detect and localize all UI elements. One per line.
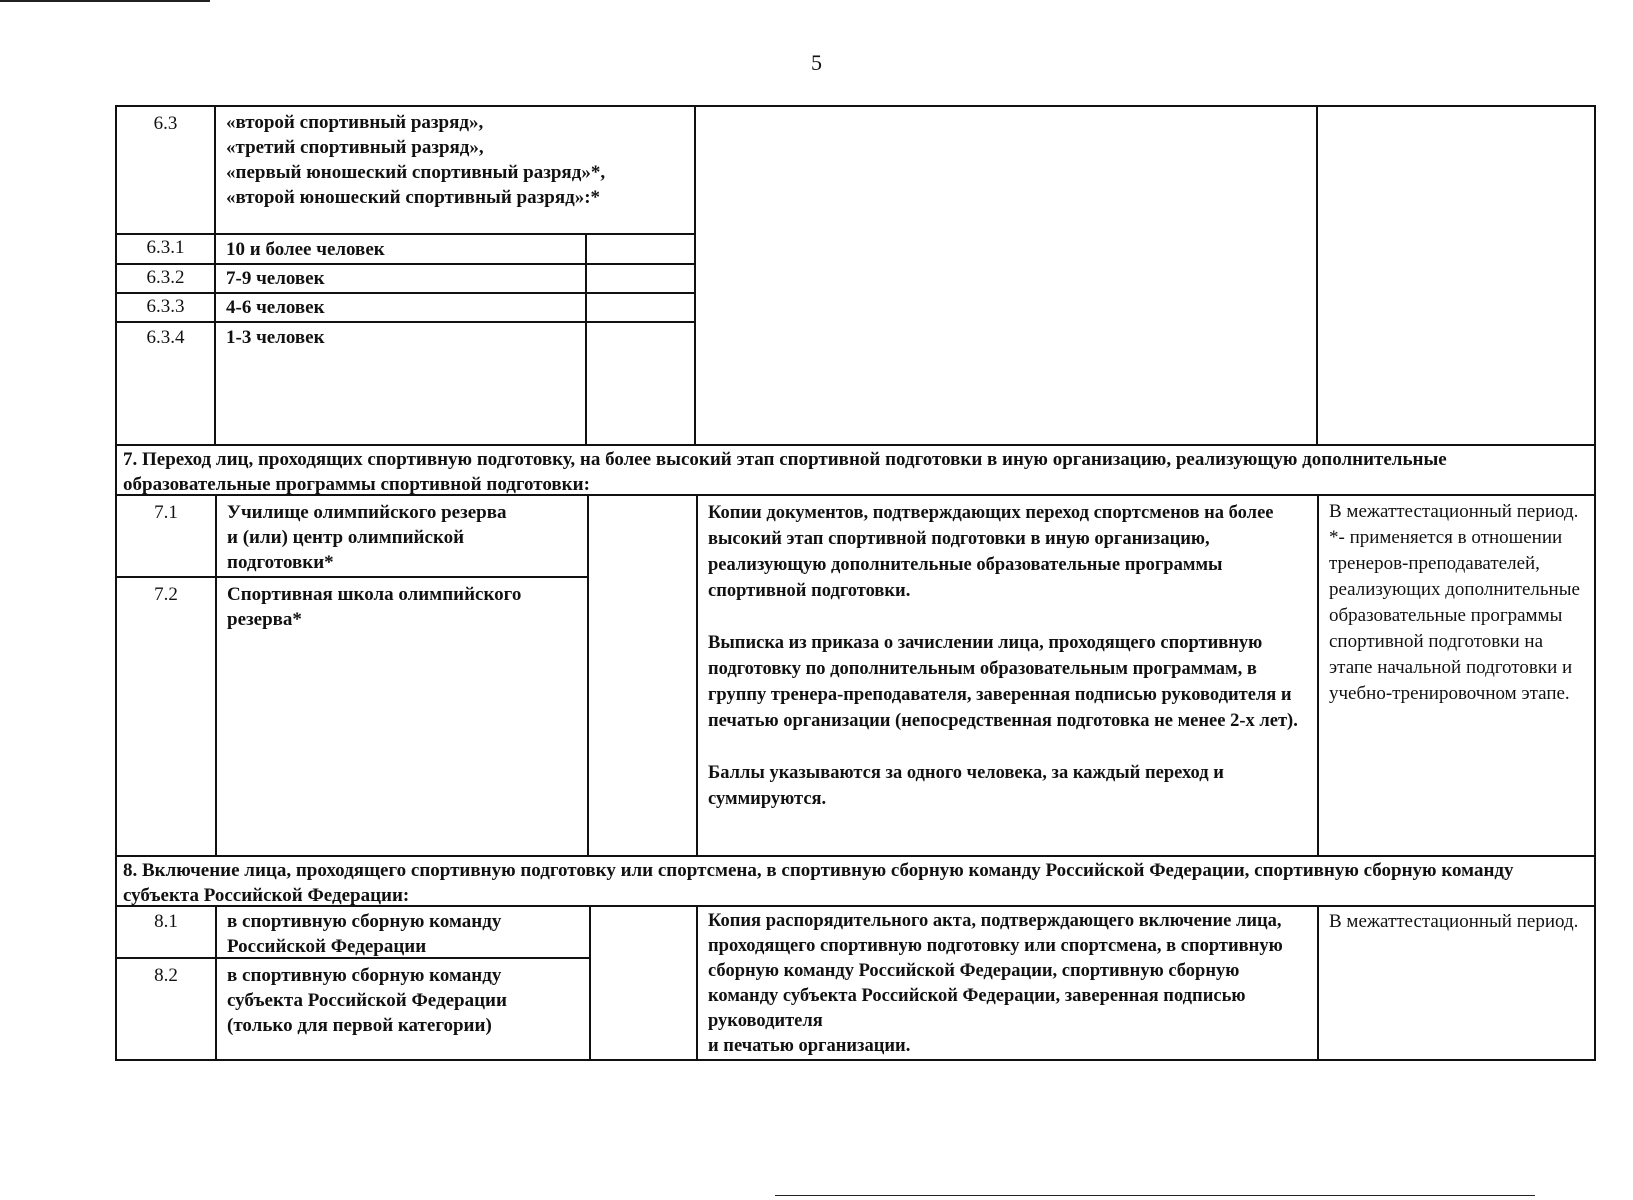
subrow-label: 4-6 человек xyxy=(214,292,587,323)
row-label: в спортивную сборную команду Российской Федерации xyxy=(215,905,591,959)
documents-cell-empty xyxy=(694,105,1318,446)
row-number: 7.1 xyxy=(115,494,217,578)
documents-cell: Копии документов, подтверждающих переход спортсменов на более высокий этап спортивной подготовки в иную организацию, реализующую дополнительные образовательные программы спортивной подготовки. Выписка из приказа о зачислении лица, проходящего спортивную подготовку по дополнительным образовательным программам, в группу тренера-преподавателя, заверенная подписью руководителя и печатью организации (непосредственная подготовка не менее 2-х лет). Баллы указываются за одного человека, за каждый переход и суммируются. xyxy=(696,494,1319,857)
section-heading: 8. Включение лица, проходящего спортивную подготовку или спортсмена, в спортивную сборную команду Российской Федерации, спортивную сборную команду субъекта Российской Федерации: xyxy=(115,855,1596,907)
row-label: «второй спортивный разряд», «третий спортивный разряд», «первый юношеский спортивный разряд»*, «второй юношеский спортивный разряд»:* xyxy=(214,105,696,235)
row-label: Училище олимпийского резерва и (или) центр олимпийской подготовки* xyxy=(215,494,589,578)
row-label: в спортивную сборную команду субъекта Российской Федерации (только для первой категории) xyxy=(215,957,591,1061)
score-cell xyxy=(589,905,698,1061)
subrow-number: 6.3.3 xyxy=(115,292,216,323)
note-cell: В межаттестационный период. *- применяется в отношении тренеров-преподавателей, реализующих дополнительные образовательные программы спортивной подготовки на этапе начальной подготовки и учебно-тренировочном этапе. xyxy=(1317,494,1596,857)
section-heading: 7. Переход лиц, проходящих спортивную подготовку, на более высокий этап спортивной подготовки в иную организацию, реализующую дополнительные образовательные программы спортивной подготовки: xyxy=(115,444,1596,496)
score-cell xyxy=(585,263,696,294)
row-label: Спортивная школа олимпийского резерва* xyxy=(215,576,589,857)
subrow-number: 6.3.2 xyxy=(115,263,216,294)
score-cell xyxy=(585,233,696,265)
note-cell-empty xyxy=(1316,105,1596,446)
row-number: 6.3 xyxy=(115,105,216,235)
scan-line-bottom xyxy=(775,1195,1535,1196)
documents-cell: Копия распорядительного акта, подтверждающего включение лица, проходящего спортивную подготовку или спортсмена, в спортивную сборную команду Российской Федерации, спортивную сборную команду субъекта Российской Федерации, заверенная подписью руководителя и печатью организации. xyxy=(696,905,1319,1061)
subrow-number: 6.3.4 xyxy=(115,321,216,446)
subrow-label: 10 и более человек xyxy=(214,233,587,265)
subrow-label: 1-3 человек xyxy=(214,321,587,446)
row-number: 7.2 xyxy=(115,576,217,857)
note-cell: В межаттестационный период. xyxy=(1317,905,1596,1061)
row-number: 8.1 xyxy=(115,905,217,959)
score-cell xyxy=(585,292,696,323)
score-cell xyxy=(585,321,696,446)
subrow-number: 6.3.1 xyxy=(115,233,216,265)
page-number: 5 xyxy=(811,50,822,75)
row-number: 8.2 xyxy=(115,957,217,1061)
score-cell xyxy=(587,494,698,857)
scan-line-top xyxy=(0,0,210,2)
subrow-label: 7-9 человек xyxy=(214,263,587,294)
